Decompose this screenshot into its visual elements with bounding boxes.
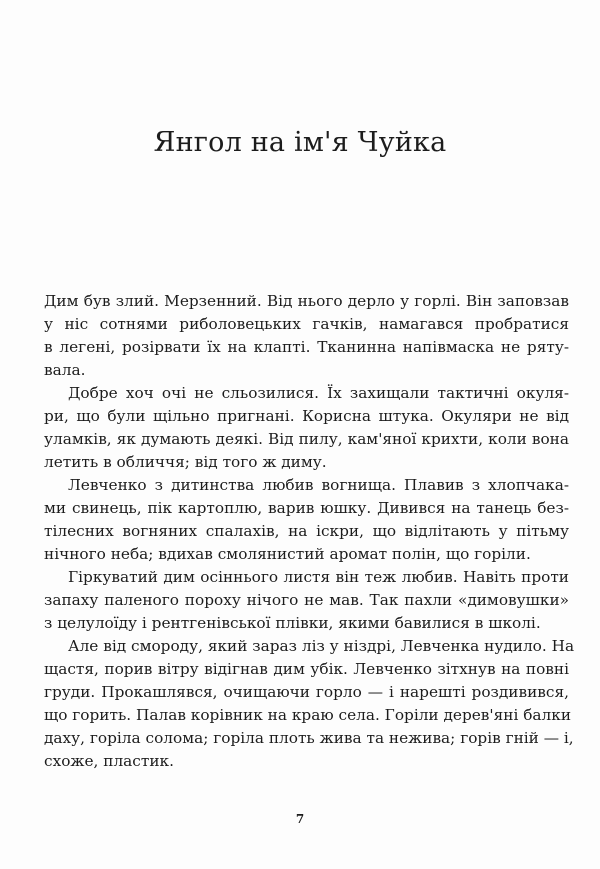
text-line: у ніс сотнями риболовецьких гачків, намагався пробратися: [44, 315, 569, 333]
text-line: нічного неба; вдихав смолянистий аромат полін, що горіли.: [44, 545, 531, 563]
text-line: летить в обличчя; від того ж диму.: [44, 453, 327, 471]
text-line: даху, горіла солома; горіла плоть жива та нежива; горів гній — і,: [44, 729, 574, 747]
text-line: Левченко з дитинства любив вогнища. Плавив з хлопчака-: [68, 476, 569, 494]
text-line: схоже, пластик.: [44, 752, 174, 770]
text-line: Гіркуватий дим осіннього листя він теж любив. Навіть проти: [68, 568, 569, 586]
text-line: Але від смороду, який зараз ліз у ніздрі, Левченка нудило. На: [68, 637, 575, 655]
page-number: 7: [295, 812, 305, 826]
chapter-body: [44, 290, 575, 773]
text-line: вала.: [44, 361, 86, 379]
text-line: що горить. Палав корівник на краю села. Горіли дерев'яні балки: [44, 706, 572, 724]
text-line: ми свинець, пік картоплю, варив юшку. Дивився на танець без-: [44, 499, 569, 517]
text-line: запаху паленого пороху нічого не мав. Так пахли «димовушки»: [44, 591, 569, 609]
text-line: з целулоїду і рентгенівської плівки, якими бавилися в школі.: [44, 614, 541, 632]
text-line: щастя, порив вітру відігнав дим убік. Левченко зітхнув на повні: [44, 660, 569, 678]
text-line: тілесних вогняних спалахів, на іскри, що відлітають у пітьму: [44, 522, 569, 540]
text-line: ри, що були щільно пригнані. Корисна штука. Окуляри не від: [44, 407, 569, 425]
text-line: в легені, розірвати їх на клапті. Тканинна напівмаска не ряту-: [44, 338, 569, 356]
text-line: Дим був злий. Мерзенний. Від нього дерло у горлі. Він заповзав: [44, 292, 569, 310]
chapter-title: Янгол на ім'я Чуйка: [153, 127, 447, 158]
text-line: уламків, як думають деякі. Від пилу, кам'яної крихти, коли вона: [44, 430, 569, 448]
text-line: Добре хоч очі не сльозилися. Їх захищали тактичні окуля-: [68, 384, 569, 402]
text-line: груди. Прокашлявся, очищаючи горло — і нарешті роздивився,: [44, 683, 569, 701]
